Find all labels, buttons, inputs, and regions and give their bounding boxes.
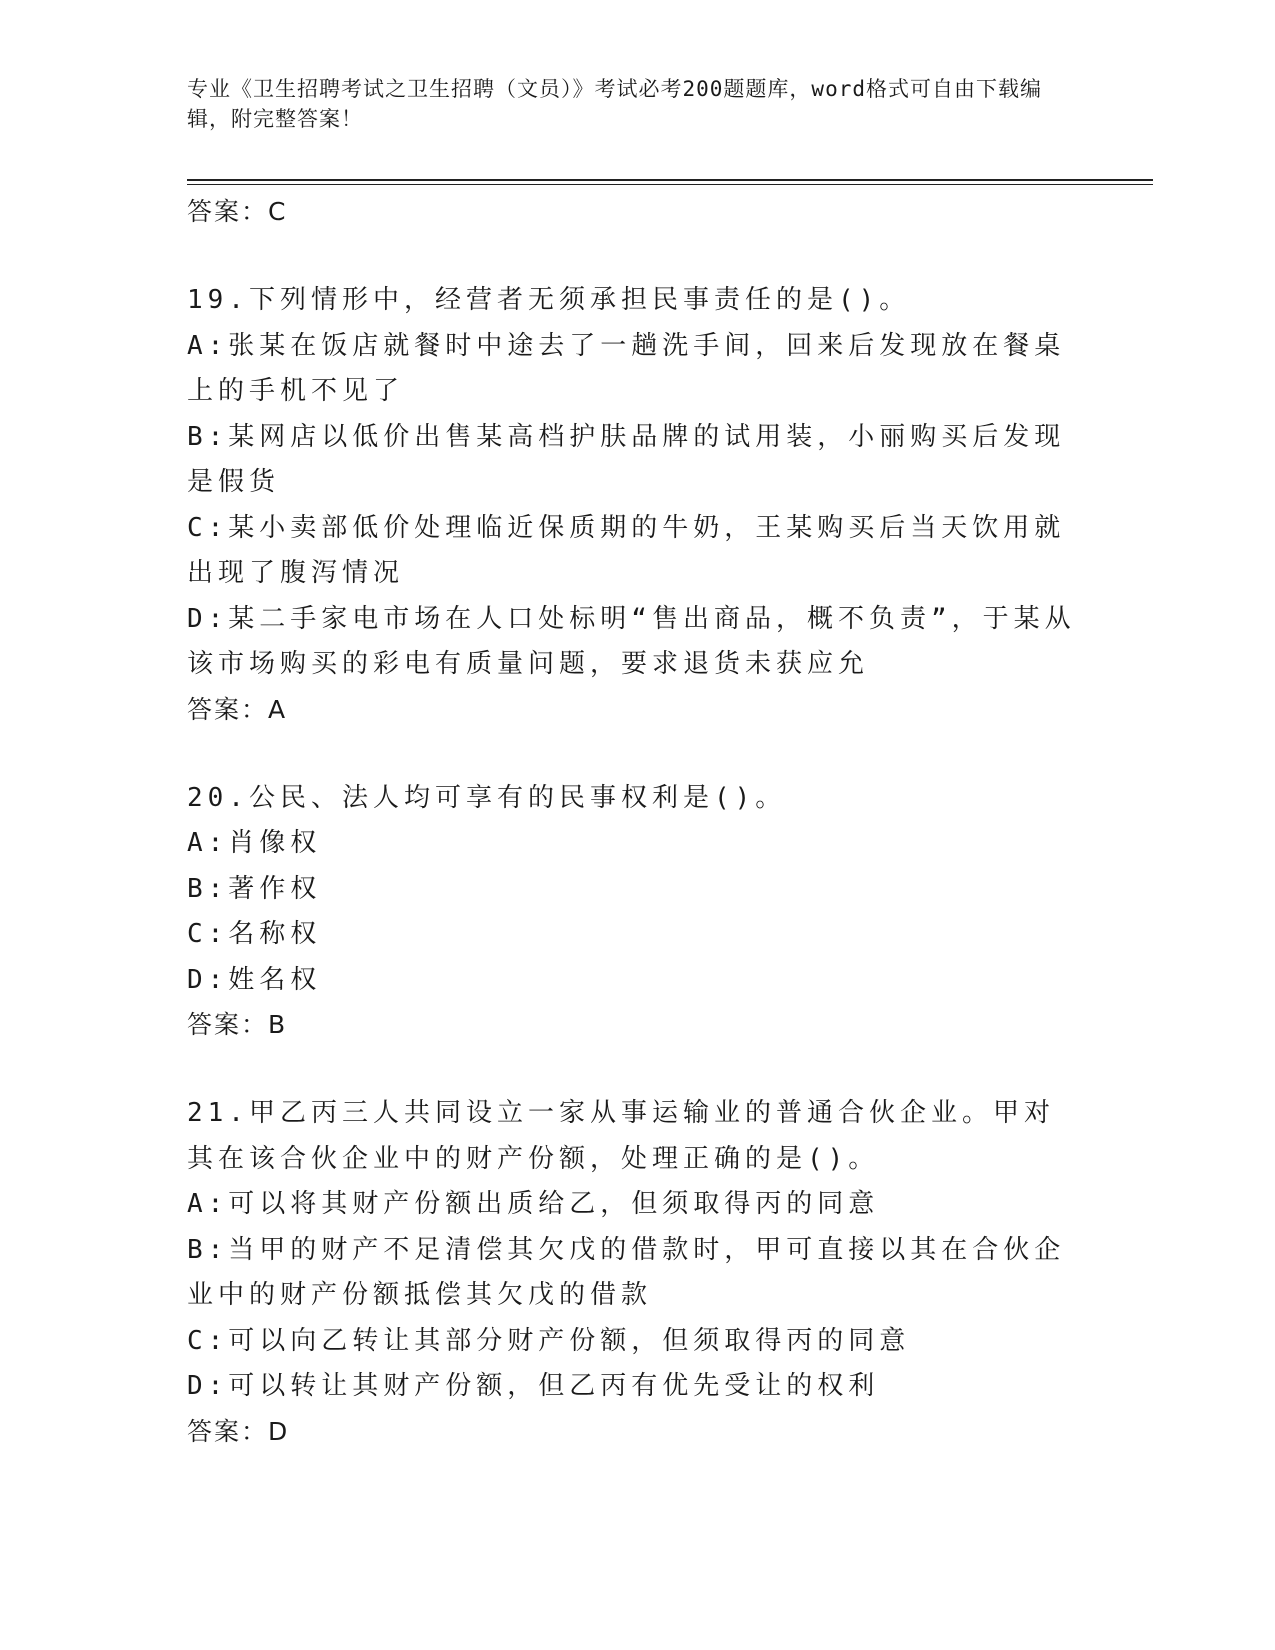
option-d: D:姓名权 (187, 964, 322, 995)
option-c: C:可以向乙转让其部分财产份额，但须取得丙的同意 (187, 1325, 911, 1356)
question-19 (187, 278, 1077, 732)
question-stem: 21.甲乙丙三人共同设立一家从事运输业的普通合伙企业。甲对其在该合伙企业中的财产份额，处理正确的是()。 (187, 1098, 1055, 1174)
question-20 (187, 776, 1077, 1048)
option-a: A:肖像权 (187, 828, 322, 858)
option-b: B:当甲的财产不足清偿其欠戊的借款时，甲可直接以其在合伙企业中的财产份额抵偿其欠戊的借款 (187, 1234, 1066, 1310)
option-b: B:某网店以低价出售某高档护肤品牌的试用装，小丽购买后发现是假货 (187, 421, 1066, 497)
option-a: A:张某在饭店就餐时中途去了一趟洗手间，回来后发现放在餐桌上的手机不见了 (187, 330, 1066, 406)
option-a: A:可以将其财产份额出质给乙，但须取得丙的同意 (187, 1189, 880, 1219)
question-21 (187, 1091, 1077, 1454)
answer-line: 答案：B (187, 1010, 288, 1039)
question-list (187, 190, 1077, 1498)
answer-line: 答案：D (187, 1416, 290, 1446)
option-b: B:著作权 (187, 873, 322, 904)
header-divider (187, 179, 1153, 185)
page-header: 专业《卫生招聘考试之卫生招聘（文员）》考试必考200题题库，word格式可自由下载编辑，附完整答案！ (187, 77, 1042, 131)
option-c: C:某小卖部低价处理临近保质期的牛奶，王某购买后当天饮用就出现了腹泻情况 (187, 512, 1066, 588)
option-d: D:可以转让其财产份额，但乙丙有优先受让的权利 (187, 1371, 880, 1401)
option-d: D:某二手家电市场在人口处标明“售出商品，概不负责”，于某从该市场购买的彩电有质量问题，要求退货未获应允 (187, 603, 1076, 679)
previous-answer: 答案：C (187, 197, 288, 226)
question-stem: 19.下列情形中，经营者无须承担民事责任的是()。 (187, 285, 911, 315)
question-stem: 20.公民、法人均可享有的民事权利是()。 (187, 782, 787, 813)
option-c: C:名称权 (187, 919, 322, 949)
answer-line: 答案：A (187, 694, 288, 724)
